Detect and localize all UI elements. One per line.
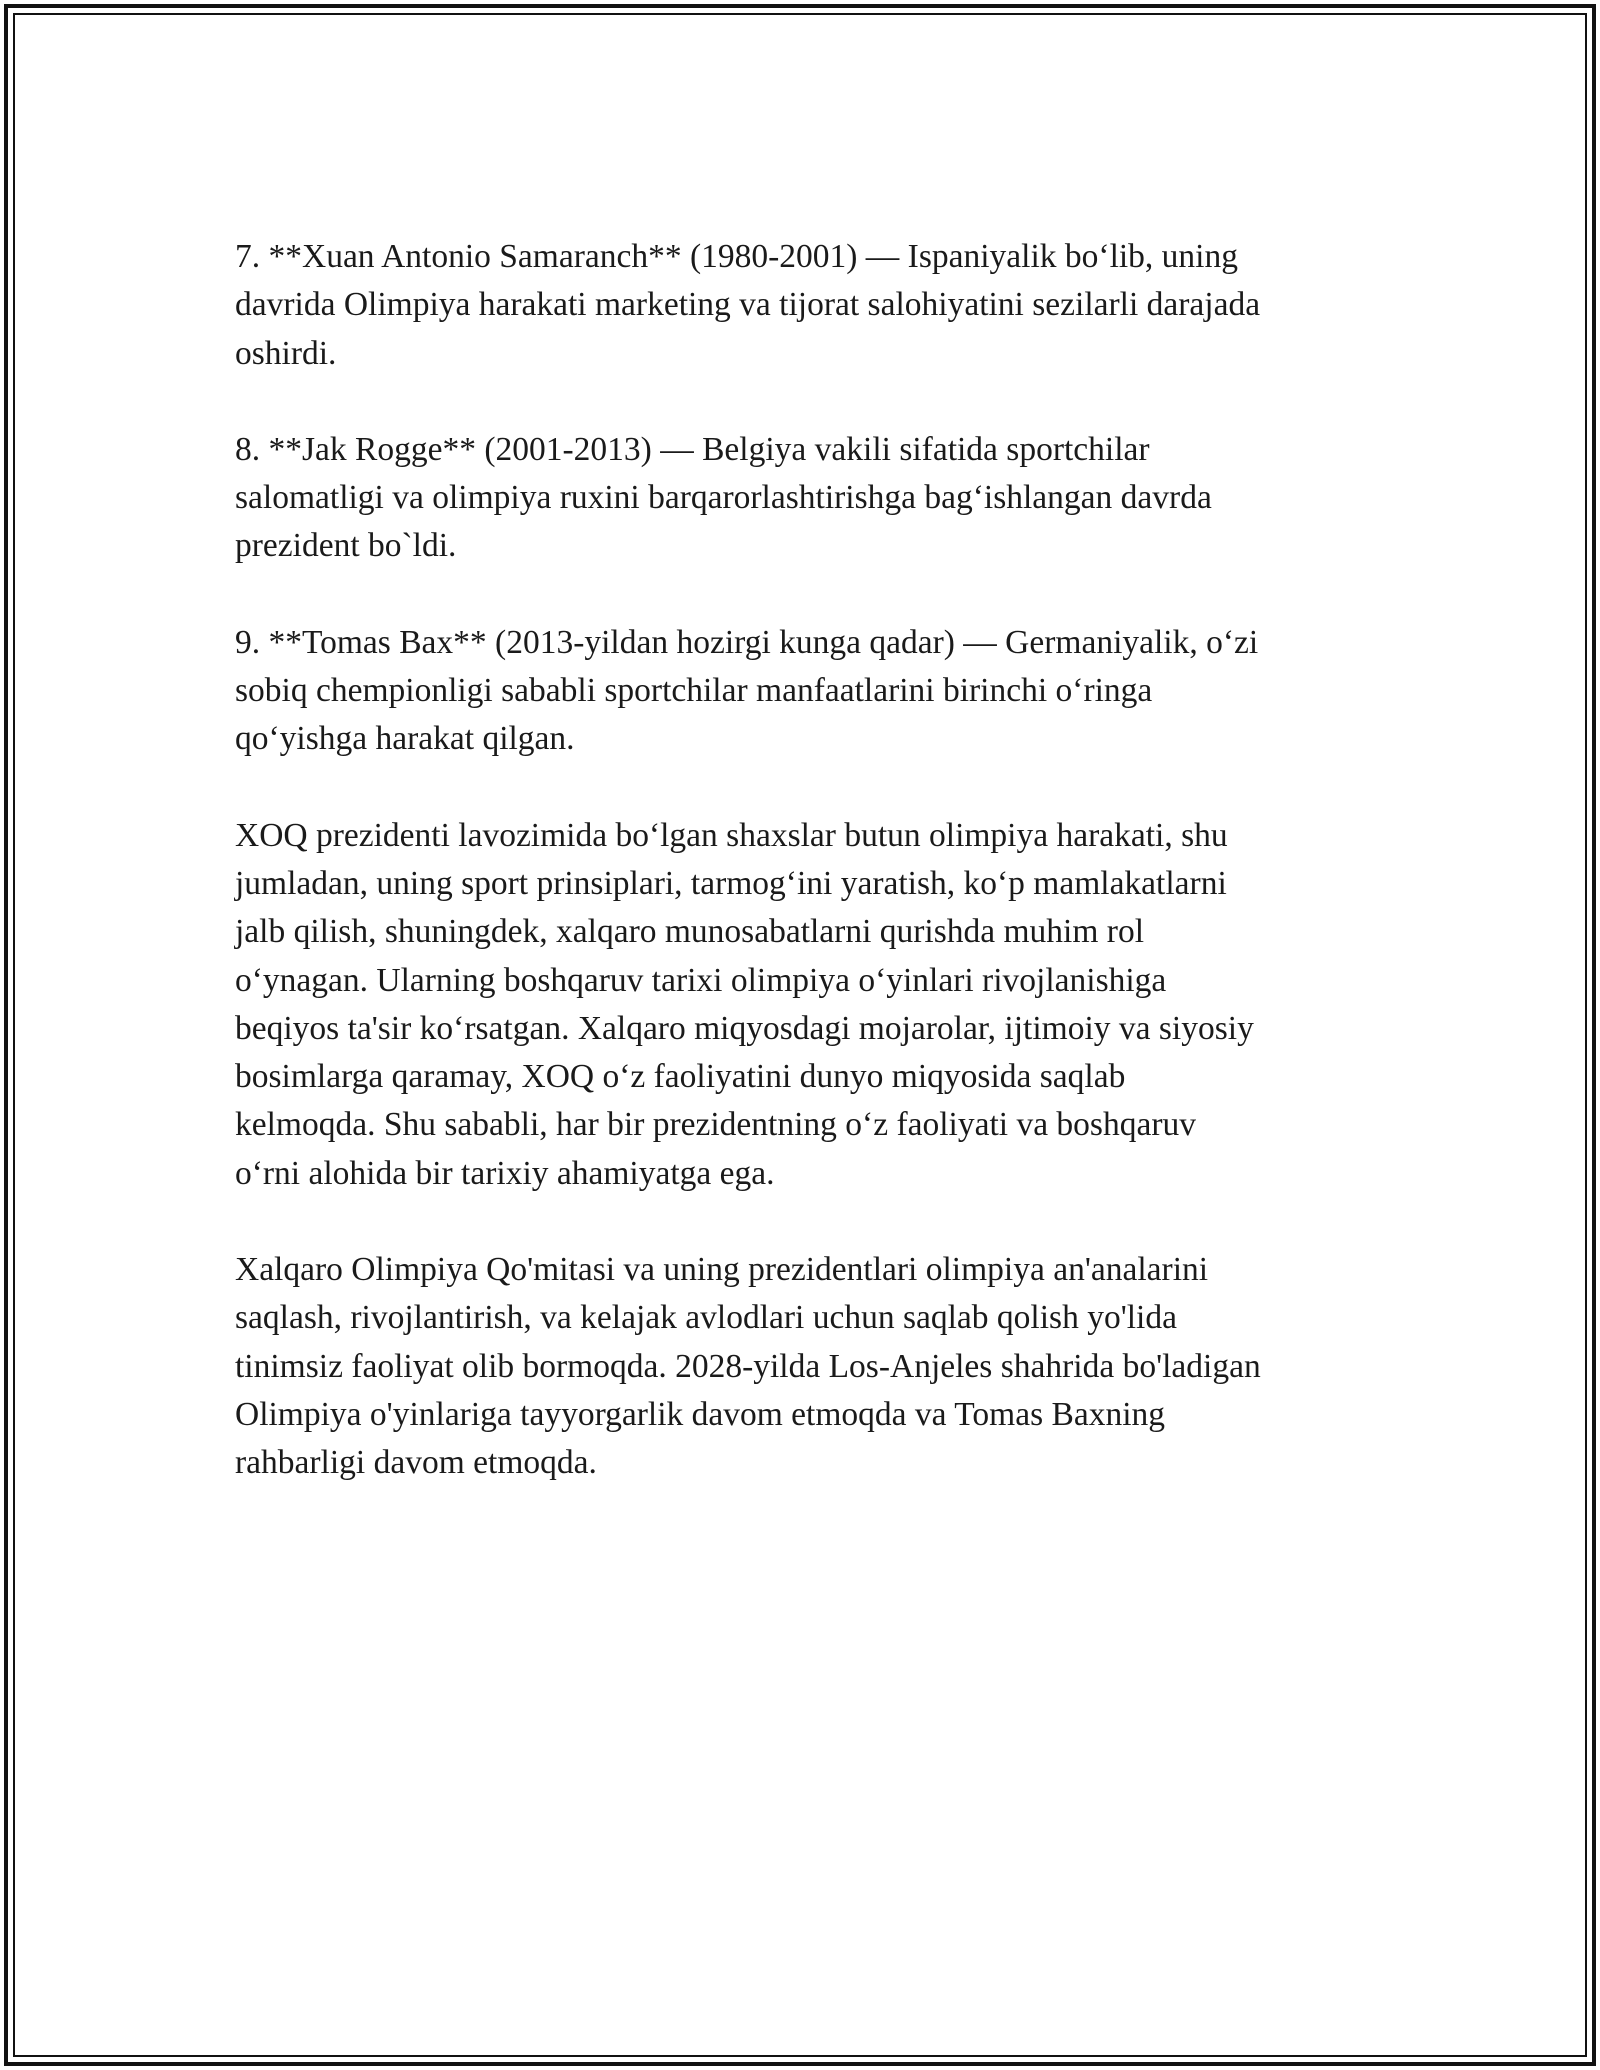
- text-line: qo‘yishga harakat qilgan.: [235, 720, 575, 758]
- text-line: saqlash, rivojlantirish, va kelajak avlodlari uchun saqlab qolish yo'lida: [235, 1299, 1177, 1337]
- text-line: kelmoqda. Shu sababli, har bir prezidentning o‘z faoliyati va boshqaruv: [235, 1106, 1196, 1144]
- text-line: rahbarligi davom etmoqda.: [235, 1444, 597, 1482]
- text-line: 9. **Tomas Bax** (2013-yildan hozirgi kunga qadar) — Germaniyalik, o‘zi: [235, 623, 1259, 661]
- paragraph-samaranch: [235, 233, 1370, 378]
- text-line: tinimsiz faoliyat olib bormoqda. 2028-yilda Los-Anjeles shahrida bo'ladigan: [235, 1347, 1261, 1385]
- paragraph-rogge: [235, 426, 1370, 571]
- paragraph-bax: [235, 619, 1370, 764]
- text-line: o‘ynagan. Ularning boshqaruv tarixi olimpiya o‘yinlari rivojlanishiga: [235, 961, 1167, 999]
- text-line: prezident bo`ldi.: [235, 527, 457, 565]
- document-body: [235, 233, 1370, 1536]
- text-line: sobiq chempionligi sababli sportchilar manfaatlarini birinchi o‘ringa: [235, 672, 1153, 710]
- text-line: Xalqaro Olimpiya Qo'mitasi va uning prezidentlari olimpiya an'analarini: [235, 1251, 1209, 1289]
- paragraph-conclusion: [235, 1246, 1370, 1487]
- text-line: jalb qilish, shuningdek, xalqaro munosabatlarni qurishda muhim rol: [235, 913, 1145, 951]
- text-line: beqiyos ta'sir ko‘rsatgan. Xalqaro miqyosdagi mojarolar, ijtimoiy va siyosiy: [235, 1009, 1254, 1047]
- text-line: 8. **Jak Rogge** (2001-2013) — Belgiya vakili sifatida sportchilar: [235, 430, 1150, 468]
- text-line: Olimpiya o'yinlariga tayyorgarlik davom etmoqda va Tomas Baxning: [235, 1395, 1166, 1433]
- text-line: jumladan, uning sport prinsiplari, tarmog‘ini yaratish, ko‘p mamlakatlarni: [235, 864, 1227, 902]
- text-line: 7. **Xuan Antonio Samaranch** (1980-2001) — Ispaniyalik bo‘lib, uning: [235, 238, 1238, 275]
- text-line: o‘rni alohida bir tarixiy ahamiyatga ega.: [235, 1154, 775, 1192]
- text-line: bosimlarga qaramay, XOQ o‘z faoliyatini dunyo miqyosida saqlab: [235, 1058, 1126, 1096]
- text-line: salomatligi va olimpiya ruxini barqarorlashtirishga bag‘ishlangan davrda: [235, 479, 1212, 517]
- text-line: davrida Olimpiya harakati marketing va tijorat salohiyatini sezilarli darajada: [235, 286, 1261, 324]
- text-line: XOQ prezidenti lavozimida bo‘lgan shaxslar butun olimpiya harakati, shu: [235, 816, 1228, 854]
- paragraph-xoq-presidents: [235, 812, 1370, 1198]
- text-line: oshirdi.: [235, 334, 337, 372]
